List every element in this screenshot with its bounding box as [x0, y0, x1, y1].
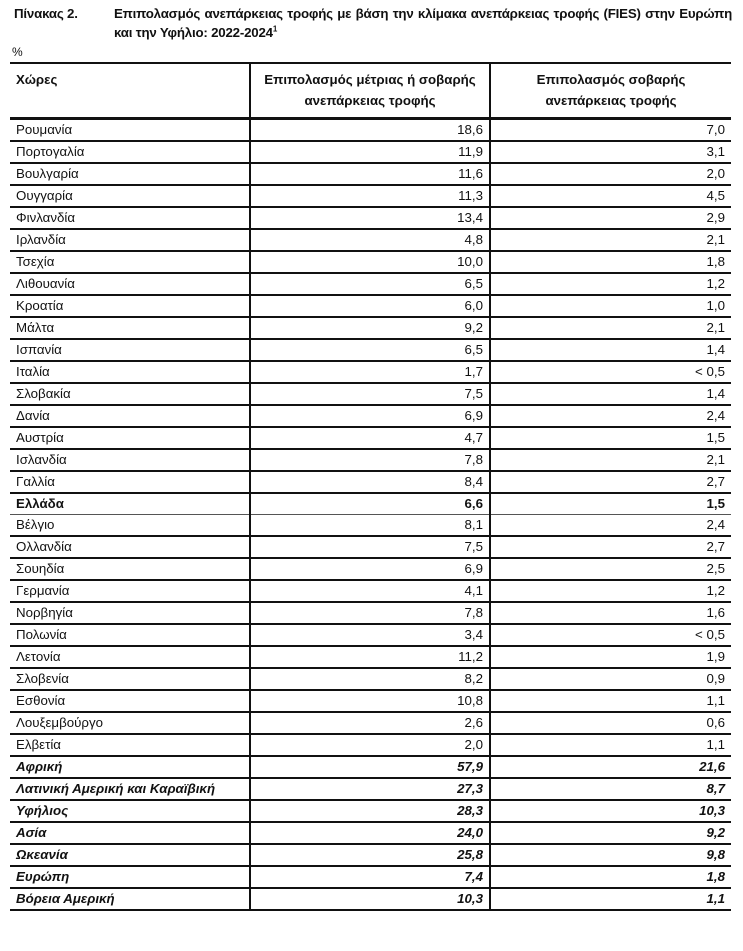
severe-cell: < 0,5	[490, 361, 731, 383]
severe-cell: 1,2	[490, 580, 731, 602]
table-row	[10, 602, 731, 624]
table-row	[10, 185, 731, 207]
severe-cell: 1,8	[490, 251, 731, 273]
table-row	[10, 119, 731, 142]
table-row	[10, 295, 731, 317]
country-cell: Γερμανία	[10, 580, 250, 602]
country-cell: Εσθονία	[10, 690, 250, 712]
severe-cell: 2,1	[490, 317, 731, 339]
table-row	[10, 822, 731, 844]
table-row	[10, 427, 731, 449]
severe-cell: 2,0	[490, 163, 731, 185]
severe-cell: 8,7	[490, 778, 731, 800]
table-row	[10, 273, 731, 295]
severe-cell: 10,3	[490, 800, 731, 822]
table-row	[10, 251, 731, 273]
moderate-or-severe-cell: 6,5	[250, 339, 490, 361]
country-cell: Λουξεμβούργο	[10, 712, 250, 734]
moderate-or-severe-cell: 10,3	[250, 888, 490, 910]
country-cell: Πορτογαλία	[10, 141, 250, 163]
table-row	[10, 207, 731, 229]
moderate-or-severe-cell: 24,0	[250, 822, 490, 844]
moderate-or-severe-cell: 8,4	[250, 471, 490, 493]
severe-cell: 1,5	[490, 427, 731, 449]
moderate-or-severe-cell: 6,6	[250, 493, 490, 515]
moderate-or-severe-cell: 6,9	[250, 405, 490, 427]
country-cell: Ολλανδία	[10, 536, 250, 558]
severe-cell: 0,6	[490, 712, 731, 734]
table-row	[10, 690, 731, 712]
moderate-or-severe-cell: 4,7	[250, 427, 490, 449]
moderate-or-severe-cell: 2,6	[250, 712, 490, 734]
severe-cell: 1,4	[490, 339, 731, 361]
severe-cell: 2,4	[490, 515, 731, 537]
severe-cell: 2,5	[490, 558, 731, 580]
country-cell: Σλοβακία	[10, 383, 250, 405]
table-row	[10, 646, 731, 668]
table-row	[10, 756, 731, 778]
moderate-or-severe-cell: 27,3	[250, 778, 490, 800]
moderate-or-severe-cell: 7,8	[250, 602, 490, 624]
country-cell: Ευρώπη	[10, 866, 250, 888]
severe-cell: 2,7	[490, 471, 731, 493]
footnote-mark: 1	[272, 24, 278, 34]
severe-cell: 1,4	[490, 383, 731, 405]
table-row	[10, 515, 731, 537]
country-cell: Αφρική	[10, 756, 250, 778]
table-row	[10, 229, 731, 251]
country-cell: Ουγγαρία	[10, 185, 250, 207]
severe-cell: 1,1	[490, 888, 731, 910]
moderate-or-severe-cell: 28,3	[250, 800, 490, 822]
severe-cell: 1,2	[490, 273, 731, 295]
country-cell: Ωκεανία	[10, 844, 250, 866]
table-row	[10, 493, 731, 515]
fies-table	[10, 62, 731, 911]
country-cell: Λατινική Αμερική και Καραϊβική	[10, 778, 250, 800]
severe-cell: 2,9	[490, 207, 731, 229]
country-cell: Ρουμανία	[10, 119, 250, 142]
moderate-or-severe-cell: 6,0	[250, 295, 490, 317]
country-cell: Υφήλιος	[10, 800, 250, 822]
moderate-or-severe-cell: 25,8	[250, 844, 490, 866]
moderate-or-severe-cell: 11,9	[250, 141, 490, 163]
moderate-or-severe-cell: 6,9	[250, 558, 490, 580]
table-row	[10, 361, 731, 383]
severe-cell: 9,2	[490, 822, 731, 844]
country-cell: Φινλανδία	[10, 207, 250, 229]
moderate-or-severe-cell: 7,4	[250, 866, 490, 888]
severe-cell: 2,1	[490, 229, 731, 251]
severe-cell: 3,1	[490, 141, 731, 163]
country-cell: Γαλλία	[10, 471, 250, 493]
moderate-or-severe-cell: 7,5	[250, 383, 490, 405]
severe-cell: 2,4	[490, 405, 731, 427]
country-cell: Μάλτα	[10, 317, 250, 339]
table-row	[10, 536, 731, 558]
country-cell: Ιταλία	[10, 361, 250, 383]
severe-cell: 9,8	[490, 844, 731, 866]
moderate-or-severe-cell: 13,4	[250, 207, 490, 229]
country-cell: Αυστρία	[10, 427, 250, 449]
country-cell: Βόρεια Αμερική	[10, 888, 250, 910]
table-row	[10, 141, 731, 163]
severe-cell: 2,1	[490, 449, 731, 471]
table-row	[10, 844, 731, 866]
table-row	[10, 624, 731, 646]
moderate-or-severe-cell: 4,8	[250, 229, 490, 251]
table-title-text: Επιπολασμός ανεπάρκειας τροφής με βάση την κλίμακα ανεπάρκειας τροφής (FIES) στην Ευρώπη και την Υφήλιο: 2022-2024	[114, 6, 732, 40]
severe-cell: 1,5	[490, 493, 731, 515]
severe-cell: 1,6	[490, 602, 731, 624]
severe-cell: 1,1	[490, 734, 731, 756]
moderate-or-severe-cell: 18,6	[250, 119, 490, 142]
table-row	[10, 734, 731, 756]
moderate-or-severe-cell: 8,1	[250, 515, 490, 537]
country-cell: Ελβετία	[10, 734, 250, 756]
table-row	[10, 317, 731, 339]
severe-cell: 7,0	[490, 119, 731, 142]
severe-cell: 21,6	[490, 756, 731, 778]
country-cell: Βουλγαρία	[10, 163, 250, 185]
table-body	[10, 119, 731, 911]
moderate-or-severe-cell: 2,0	[250, 734, 490, 756]
moderate-or-severe-cell: 7,8	[250, 449, 490, 471]
severe-cell: 4,5	[490, 185, 731, 207]
severe-cell: 1,0	[490, 295, 731, 317]
moderate-or-severe-cell: 4,1	[250, 580, 490, 602]
country-cell: Δανία	[10, 405, 250, 427]
country-cell: Ελλάδα	[10, 493, 250, 515]
country-cell: Λετονία	[10, 646, 250, 668]
moderate-or-severe-cell: 6,5	[250, 273, 490, 295]
country-cell: Ασία	[10, 822, 250, 844]
moderate-or-severe-cell: 1,7	[250, 361, 490, 383]
table-row	[10, 866, 731, 888]
severe-cell: 0,9	[490, 668, 731, 690]
moderate-or-severe-cell: 8,2	[250, 668, 490, 690]
table-row	[10, 580, 731, 602]
severe-cell: 1,9	[490, 646, 731, 668]
table-caption	[14, 4, 732, 42]
unit-label: %	[12, 45, 23, 59]
moderate-or-severe-cell: 11,2	[250, 646, 490, 668]
table-number: Πίνακας 2.	[14, 6, 78, 21]
table-row	[10, 405, 731, 427]
table-row	[10, 800, 731, 822]
table-row	[10, 558, 731, 580]
severe-cell: 1,8	[490, 866, 731, 888]
severe-cell: 1,1	[490, 690, 731, 712]
moderate-or-severe-cell: 57,9	[250, 756, 490, 778]
country-cell: Ισπανία	[10, 339, 250, 361]
header-countries: Χώρες	[10, 63, 250, 119]
moderate-or-severe-cell: 10,8	[250, 690, 490, 712]
country-cell: Νορβηγία	[10, 602, 250, 624]
moderate-or-severe-cell: 7,5	[250, 536, 490, 558]
moderate-or-severe-cell: 11,3	[250, 185, 490, 207]
moderate-or-severe-cell: 3,4	[250, 624, 490, 646]
country-cell: Ισλανδία	[10, 449, 250, 471]
table-row	[10, 668, 731, 690]
country-cell: Τσεχία	[10, 251, 250, 273]
table-title	[114, 4, 732, 42]
table-row	[10, 471, 731, 493]
country-cell: Βέλγιο	[10, 515, 250, 537]
country-cell: Ιρλανδία	[10, 229, 250, 251]
country-cell: Λιθουανία	[10, 273, 250, 295]
header-row	[10, 63, 731, 119]
severe-cell: < 0,5	[490, 624, 731, 646]
moderate-or-severe-cell: 9,2	[250, 317, 490, 339]
table-row	[10, 339, 731, 361]
moderate-or-severe-cell: 11,6	[250, 163, 490, 185]
header-moderate-or-severe: Επιπολασμός μέτριας ή σοβαρής ανεπάρκειας τροφής	[250, 63, 490, 119]
header-severe: Επιπολασμός σοβαρής ανεπάρκειας τροφής	[490, 63, 731, 119]
table-row	[10, 778, 731, 800]
country-cell: Πολωνία	[10, 624, 250, 646]
table-row	[10, 712, 731, 734]
country-cell: Κροατία	[10, 295, 250, 317]
country-cell: Σουηδία	[10, 558, 250, 580]
table-row	[10, 888, 731, 910]
table-row	[10, 163, 731, 185]
table-row	[10, 383, 731, 405]
severe-cell: 2,7	[490, 536, 731, 558]
moderate-or-severe-cell: 10,0	[250, 251, 490, 273]
table-row	[10, 449, 731, 471]
country-cell: Σλοβενία	[10, 668, 250, 690]
